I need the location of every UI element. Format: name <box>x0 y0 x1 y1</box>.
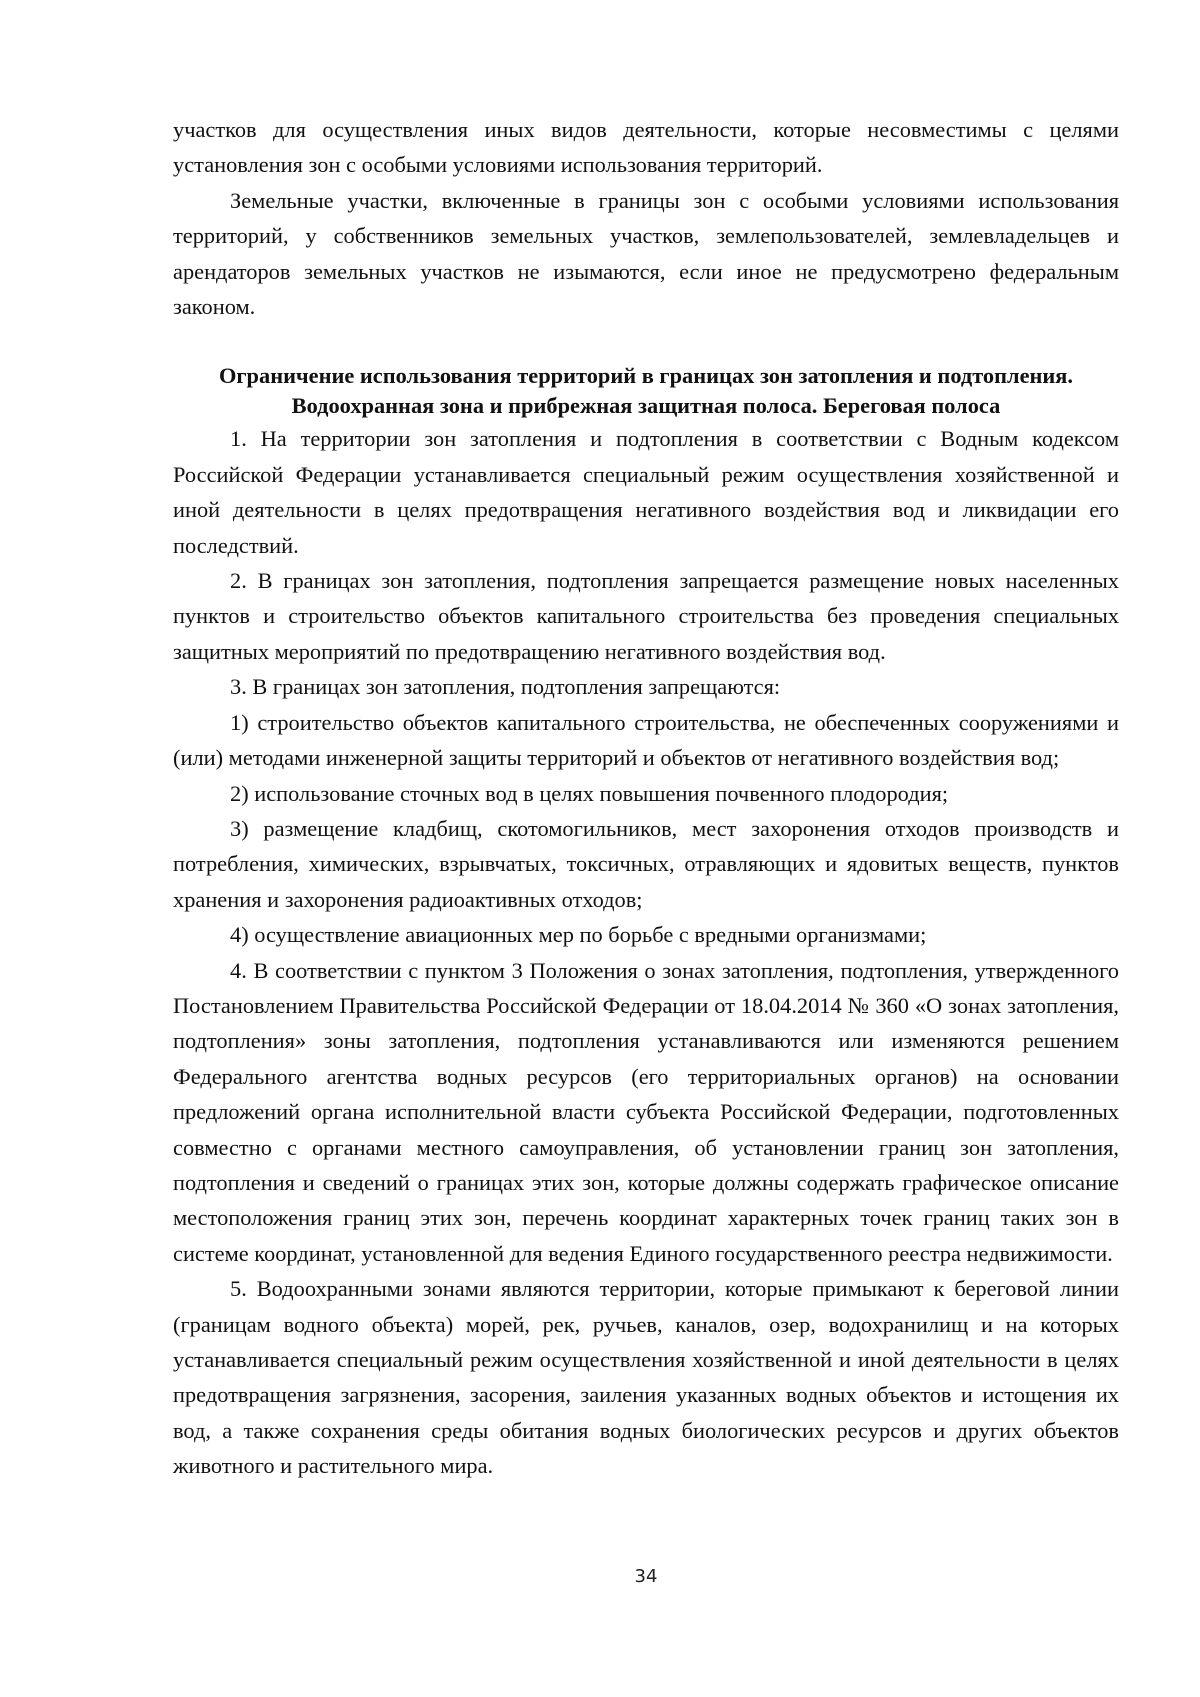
document-page <box>173 112 1119 1484</box>
list-item-2: 2) использование сточных вод в целях повышения почвенного плодородия; <box>230 780 949 806</box>
section-spacer <box>173 324 1119 361</box>
paragraph-land-plots: Земельные участки, включенные в границы зон с особыми условиями использования территорий, у собственников земельных участков, землепользователей, землевладельцев и арендаторов земельных участков не изымаются, если иное не предусмотрено федеральным законом. <box>173 187 1119 320</box>
paragraph-continuation: участков для осуществления иных видов деятельности, которые несовместимы с целями установления зон с особыми условиями использования территорий. <box>173 117 1119 178</box>
paragraph-item-2: 2. В границах зон затопления, подтопления запрещается размещение новых населенных пунктов и строительство объектов капитального строительства без проведения специальных защитных мероприятий по предотвращению негативного воздействия вод. <box>173 568 1119 664</box>
list-item-4: 4) осуществление авиационных мер по борьбе с вредными организмами; <box>230 922 927 948</box>
section-heading-line-1: Ограничение использования территорий в границах зон затопления и подтопления. <box>218 363 1074 389</box>
page-number: 34 <box>634 1566 658 1587</box>
list-item-3: 3) размещение кладбищ, скотомогильников, мест захоронения отходов производств и потребления, химических, взрывчатых, токсичных, отравляющих и ядовитых веществ, пунктов хранения и захоронения радиоактивных отходов; <box>173 815 1119 912</box>
paragraph-item-1: 1. На территории зон затопления и подтопления в соответствии с Водным кодексом Российской Федерации устанавливается специальный режим осуществления хозяйственной и иной деятельности в целях предотвращения негативного воздействия вод и ликвидации его последствий. <box>173 426 1119 558</box>
paragraph-item-5: 5. Водоохранными зонами являются территории, которые примыкают к береговой линии (границам водного объекта) морей, рек, ручьев, каналов, озер, водохранилищ и на которых устанавливается специальный режим осуществления хозяйственной и иной деятельности в целях предотвращения загрязнения, засорения, заиления указанных водных объектов и истощения их вод, а также сохранения среды обитания водных биологических ресурсов и других объектов животного и растительного мира. <box>173 1276 1119 1479</box>
section-heading-line-2: Водоохранная зона и прибрежная защитная полоса. Береговая полоса <box>291 393 1001 419</box>
paragraph-item-3: 3. В границах зон затопления, подтопления запрещаются: <box>230 674 781 700</box>
list-item-1: 1) строительство объектов капитального строительства, не обеспеченных сооружениями и (или) методами инженерной защиты территорий и объектов от негативного воздействия вод; <box>173 709 1119 771</box>
paragraph-item-4: 4. В соответствии с пунктом 3 Положения о зонах затопления, подтопления, утвержденного Постановлением Правительства Российской Федерации от 18.04.2014 № 360 «О зонах затопления, подтопления» зоны затопления, подтопления устанавливаются или изменяются решением Федерального агентства водных ресурсов (его территориальных органов) на основании предложений органа исполнительной власти субъекта Российской Федерации, подготовленных совместно с органами местного самоуправления, об установлении границ зон затопления, подтопления и сведений о границах этих зон, которые должны содержать графическое описание местоположения границ этих зон, перечень координат характерных точек границ таких зон в системе координат, установленной для ведения Единого государственного реестра недвижимости. <box>173 957 1119 1266</box>
